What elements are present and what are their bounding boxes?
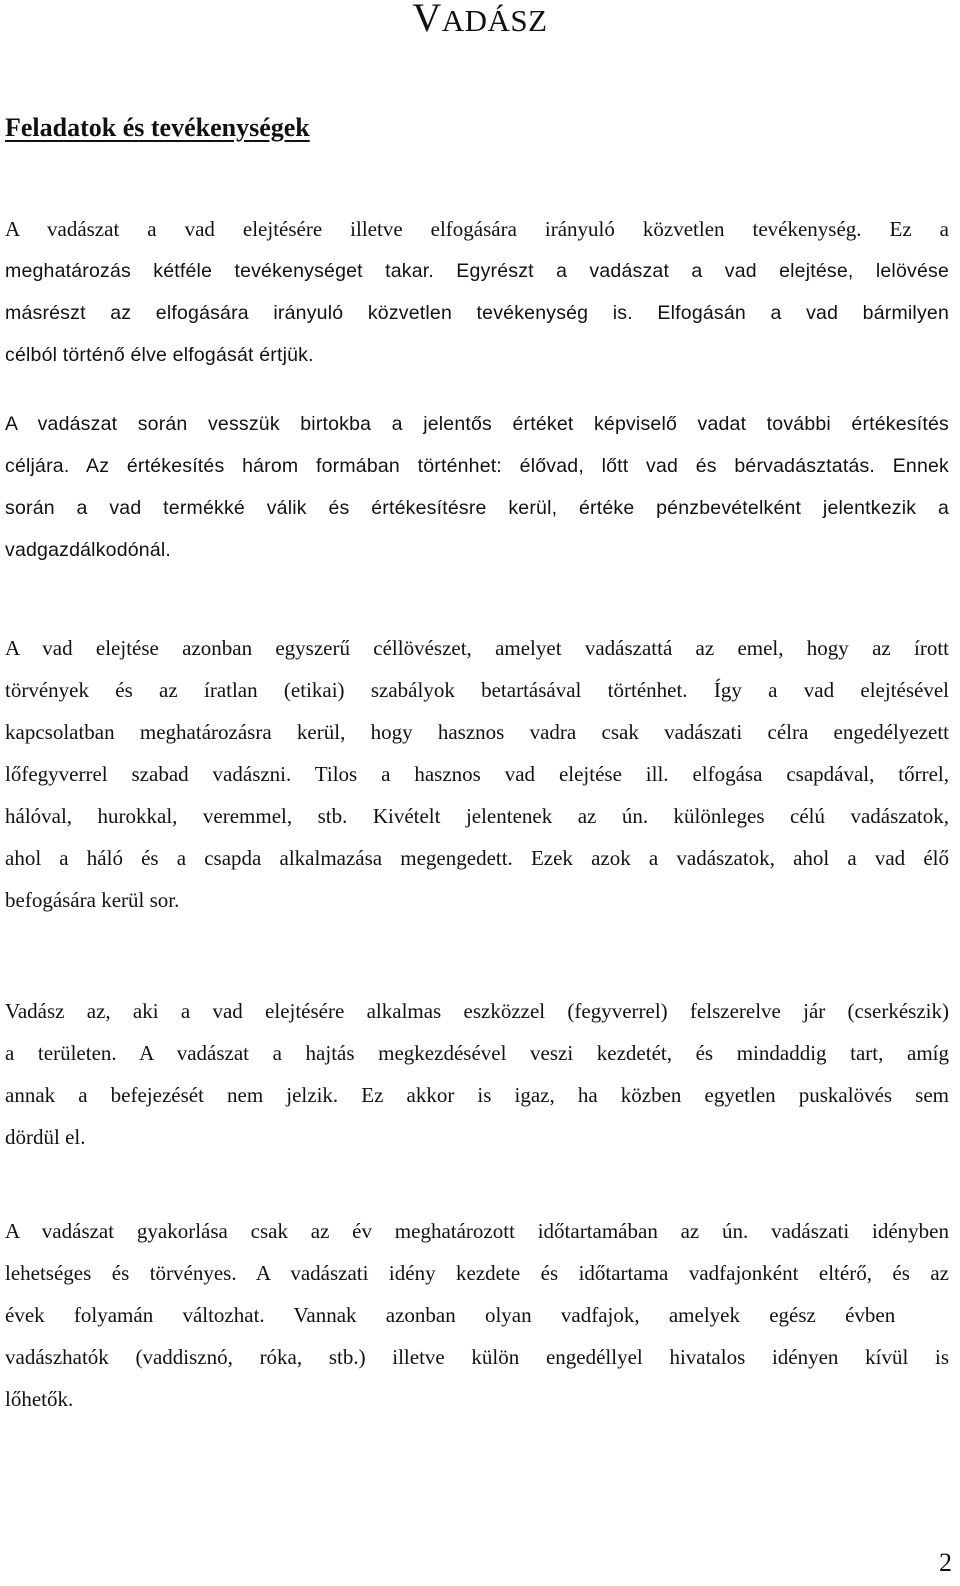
paragraph-line: évek folyamán változhat. Vannak azonban olyan vadfajok, amelyek egész évben bbox=[5, 1303, 896, 1327]
paragraph-line: lehetséges és törvényes. A vadászati idény kezdete és időtartama vadfajonként eltérő, és az bbox=[5, 1261, 949, 1285]
paragraph-hunter bbox=[5, 990, 949, 1158]
paragraph-line: ahol a háló és a csapda alkalmazása megengedett. Ezek azok a vadászatok, ahol a vad élő bbox=[5, 846, 949, 870]
paragraph-line: Vadász az, aki a vad elejtésére alkalmas eszközzel (fegyverrel) felszerelve jár (cserkészik) bbox=[5, 999, 949, 1023]
paragraph-season bbox=[5, 1210, 949, 1420]
paragraph-line: vadgazdálkodónál. bbox=[5, 539, 172, 561]
paragraph-line: meghatározás kétféle tevékenységet takar. Egyrészt a vadászat a vad elejtése, lelövése bbox=[5, 260, 949, 282]
paragraph-line: hálóval, hurokkal, veremmel, stb. Kivételt jelentenek az ún. különleges célú vadászatok, bbox=[5, 804, 949, 828]
paragraph-line: során a vad termékké válik és értékesítésre kerül, értéke pénzbevételként jelentkezik a bbox=[5, 497, 949, 519]
paragraph-line: kapcsolatban meghatározásra kerül, hogy hasznos vadra csak vadászati célra engedélyezett bbox=[5, 720, 949, 744]
paragraph-line: lőhetők. bbox=[5, 1387, 74, 1411]
paragraph-line: A vadászat gyakorlása csak az év meghatározott időtartamában az ún. vadászati idényben bbox=[5, 1219, 949, 1243]
paragraph-line: lőfegyverrel szabad vadászni. Tilos a hasznos vad elejtése ill. elfogása csapdával, tőrrel, bbox=[5, 762, 949, 786]
title-initial: V bbox=[412, 0, 442, 40]
paragraph-line: annak a befejezését nem jelzik. Ez akkor is igaz, ha közben egyetlen puskalövés sem bbox=[5, 1083, 949, 1107]
document-title bbox=[0, 0, 960, 43]
paragraph-line: törvények és az íratlan (etikai) szabályok betartásával történhet. Így a vad elejtésével bbox=[5, 678, 949, 702]
paragraph-line: A vadászat a vad elejtésére illetve elfogására irányuló közvetlen tevékenység. Ez a bbox=[5, 217, 949, 241]
paragraph-line: A vad elejtése azonban egyszerű céllövészet, amelyet vadászattá az emel, hogy az írott bbox=[5, 636, 949, 660]
paragraph-line: célból történő élve elfogását értjük. bbox=[5, 344, 314, 366]
paragraph-rules bbox=[5, 627, 949, 921]
paragraph-line: dördül el. bbox=[5, 1125, 86, 1149]
paragraph-line: A vadászat során vesszük birtokba a jelentős értéket képviselő vadat további értékesítés bbox=[5, 413, 949, 435]
paragraph-line: céljára. Az értékesítés három formában történhet: élővad, lőtt vad és bérvadásztatás. Ennek bbox=[5, 455, 949, 477]
paragraph-line: befogására kerül sor. bbox=[5, 888, 180, 912]
paragraph-sales bbox=[5, 403, 949, 571]
section-heading: Feladatok és tevékenységek bbox=[5, 113, 310, 142]
paragraph-line: másrészt az elfogására irányuló közvetlen tevékenység is. Elfogásán a vad bármilyen bbox=[5, 302, 949, 324]
paragraph-line: a területen. A vadászat a hajtás megkezdésével veszi kezdetét, és mindaddig tart, amíg bbox=[5, 1041, 949, 1065]
paragraph-line: vadászhatók (vaddisznó, róka, stb.) illetve külön engedéllyel hivatalos idényen kívül is bbox=[5, 1345, 949, 1369]
page-number: 2 bbox=[939, 1548, 952, 1577]
paragraph-definition bbox=[5, 208, 949, 376]
title-rest: ADÁSZ bbox=[441, 3, 548, 38]
